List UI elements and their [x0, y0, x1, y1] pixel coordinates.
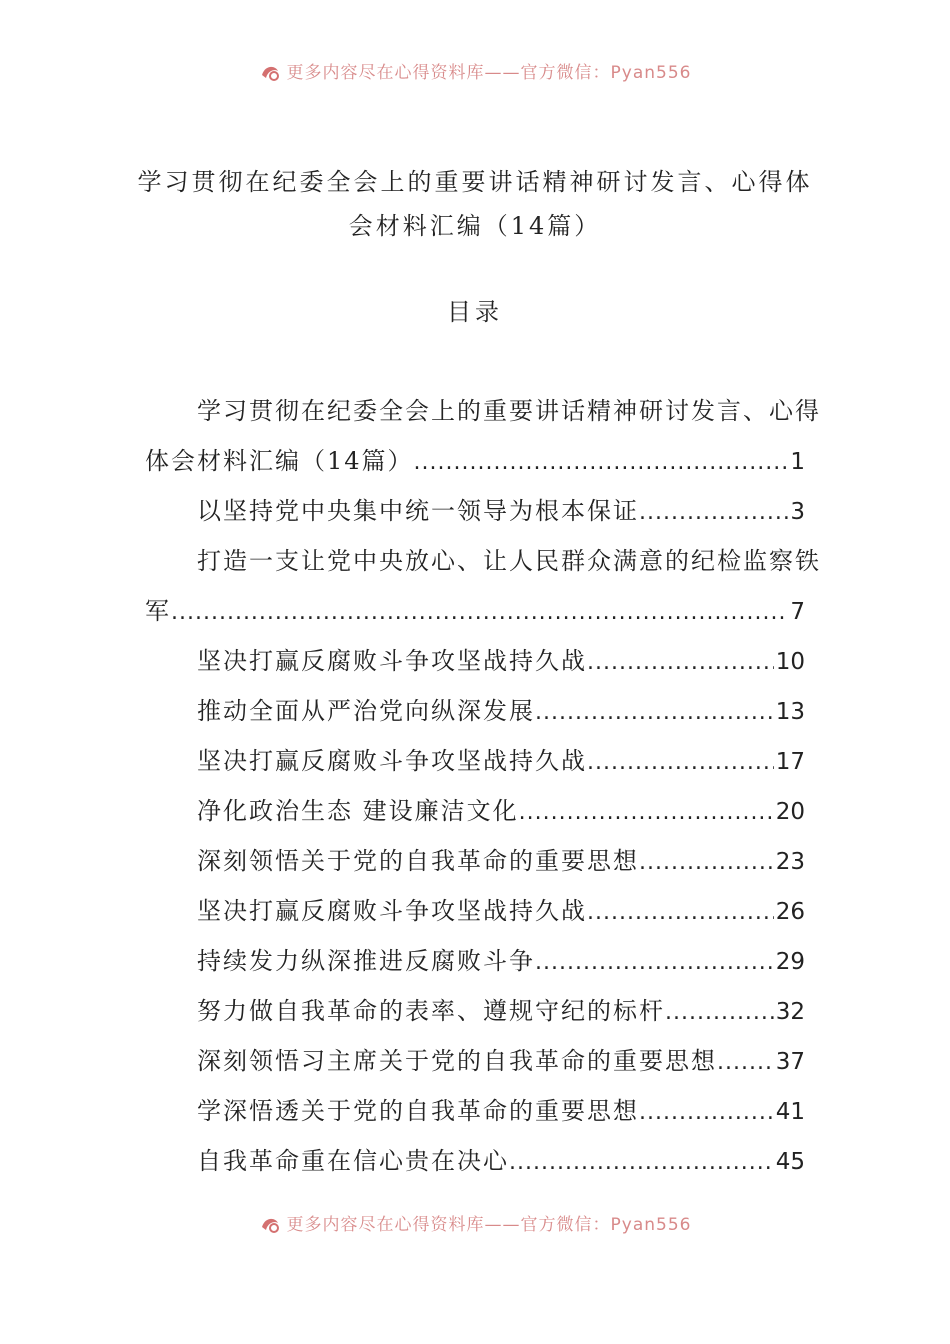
toc-heading: 目录 [447, 298, 503, 326]
toc-page-number: 29 [775, 949, 805, 975]
toc-entry-title: 打造一支让党中央放心、让人民群众满意的纪检监察铁 [197, 547, 821, 575]
toc-line [145, 586, 805, 636]
title-line-1: 学习贯彻在纪委全会上的重要讲话精神研讨发言、心得体 [137, 168, 813, 196]
toc-leader-dots [587, 888, 774, 938]
toc-entry[interactable] [145, 1136, 805, 1186]
toc-entry-title: 学深悟透关于党的自我革命的重要思想 [197, 1097, 639, 1125]
toc-leader-dots [639, 1088, 774, 1138]
toc-entry-title: 学习贯彻在纪委全会上的重要讲话精神研讨发言、心得 [197, 397, 821, 425]
toc-entry-title: 净化政治生态 建设廉洁文化 [197, 797, 519, 825]
toc-leader-dots [639, 838, 774, 888]
toc-leader-dots [587, 638, 774, 688]
toc-entry-title: 努力做自我革命的表率、遵规守纪的标杆 [197, 997, 665, 1025]
toc-leader-dots [509, 1138, 774, 1188]
watermark-header [0, 58, 950, 83]
toc-entry[interactable] [145, 686, 805, 736]
toc-page-number: 3 [790, 499, 805, 525]
toc-entry-title: 深刻领悟习主席关于党的自我革命的重要思想 [197, 1047, 717, 1075]
toc-entry[interactable] [145, 1086, 805, 1136]
toc-leader-dots [414, 438, 789, 488]
toc-page-number: 17 [775, 749, 805, 775]
logo-icon [259, 61, 281, 83]
toc-entry[interactable] [145, 786, 805, 836]
toc-page-number: 7 [790, 599, 805, 625]
toc-leader-dots [535, 938, 774, 988]
toc-line [145, 786, 805, 836]
toc-page-number: 1 [790, 449, 805, 475]
toc-line [145, 386, 821, 436]
toc-line [145, 436, 805, 486]
toc-line [145, 736, 805, 786]
toc-page-number: 13 [775, 699, 805, 725]
toc-entry-title: 以坚持党中央集中统一领导为根本保证 [197, 497, 639, 525]
toc-entry[interactable] [145, 986, 805, 1036]
toc-leader-dots [639, 488, 788, 538]
toc-line [145, 636, 805, 686]
toc-page-number: 41 [775, 1099, 805, 1125]
toc-entry[interactable] [145, 936, 805, 986]
toc-entry-title: 推动全面从严治党向纵深发展 [197, 697, 535, 725]
toc-entry-title: 自我革命重在信心贵在决心 [197, 1147, 509, 1175]
toc-line [145, 936, 805, 986]
toc-entry[interactable] [145, 886, 805, 936]
toc-leader-dots [535, 688, 774, 738]
toc-page-number: 20 [775, 799, 805, 825]
toc-line [145, 536, 821, 586]
toc-entry-title: 持续发力纵深推进反腐败斗争 [197, 947, 535, 975]
toc-entry-title: 深刻领悟关于党的自我革命的重要思想 [197, 847, 639, 875]
toc-leader-dots [717, 1038, 774, 1088]
toc-line [145, 686, 805, 736]
toc-entry[interactable] [145, 536, 821, 636]
toc-page-number: 32 [775, 999, 805, 1025]
toc-line [145, 886, 805, 936]
toc-page-number: 45 [775, 1149, 805, 1175]
toc-leader-dots [587, 738, 774, 788]
toc-entry[interactable] [145, 386, 821, 486]
toc-entry[interactable] [145, 1036, 805, 1086]
toc-entry[interactable] [145, 836, 805, 886]
toc-line [145, 1036, 805, 1086]
toc-line [145, 486, 805, 536]
toc-entry[interactable] [145, 736, 805, 786]
toc-entry-title: 军 [145, 597, 171, 625]
logo-icon [259, 1213, 281, 1235]
watermark-text: 更多内容尽在心得资料库——官方微信：Pyan556 [286, 1215, 692, 1235]
toc-page-number: 26 [775, 899, 805, 925]
toc-line [145, 1086, 805, 1136]
toc-leader-dots [665, 988, 774, 1038]
toc-page-number: 23 [775, 849, 805, 875]
toc-page-number: 37 [775, 1049, 805, 1075]
toc-line [145, 1136, 805, 1186]
toc-entry-title: 坚决打赢反腐败斗争攻坚战持久战 [197, 647, 587, 675]
toc-entry[interactable] [145, 486, 805, 536]
watermark-footer [0, 1210, 950, 1235]
toc-entry-title: 坚决打赢反腐败斗争攻坚战持久战 [197, 897, 587, 925]
toc-line [145, 986, 805, 1036]
toc-entry-title: 坚决打赢反腐败斗争攻坚战持久战 [197, 747, 587, 775]
toc-page-number: 10 [775, 649, 805, 675]
toc-line [145, 836, 805, 886]
toc-leader-dots [519, 788, 774, 838]
toc-leader-dots [171, 588, 788, 638]
toc-entry-title: 体会材料汇编（14篇） [145, 447, 414, 475]
watermark-text: 更多内容尽在心得资料库——官方微信：Pyan556 [286, 63, 692, 83]
document-title [100, 160, 850, 248]
title-line-2: 会材料汇编（14篇） [348, 212, 602, 240]
toc-entry[interactable] [145, 636, 805, 686]
table-of-contents [145, 386, 821, 1186]
